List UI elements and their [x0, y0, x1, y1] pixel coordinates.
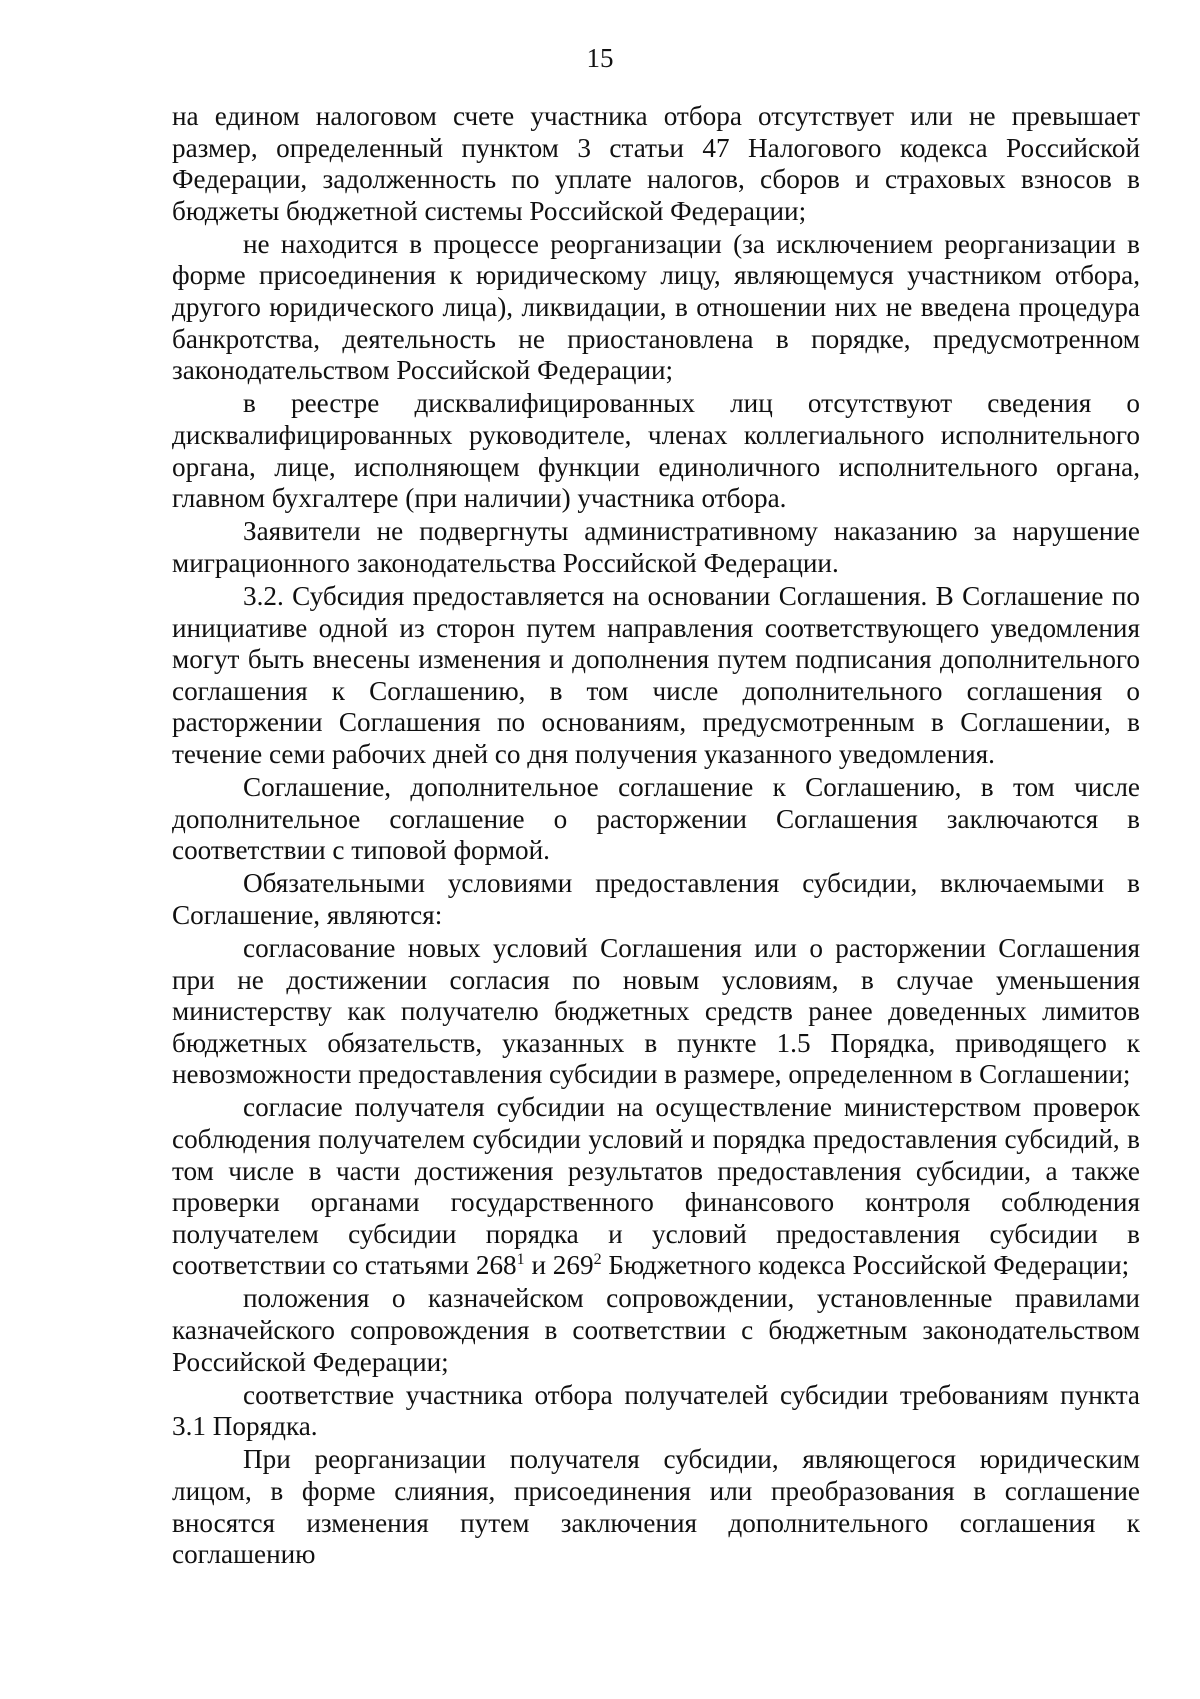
paragraph-reorganization-recipient: При реорганизации получателя субсидии, являющегося юридическим лицом, в форме слияния, присоединения или преобразования в соглашение вносятся изменения путем заключения дополнительного соглашения к соглашению	[172, 1444, 1140, 1570]
paragraph-migration-law: Заявители не подвергнуты административному наказанию за нарушение миграционного законодательства Российской Федерации.	[172, 516, 1140, 578]
paragraph-reorganization-status: не находится в процессе реорганизации (за исключением реорганизации в форме присоединения к юридическому лицу, являющемуся участником отбора, другого юридического лица), ликвидации, в отношении них не введена процедура банкротства, деятельность не приостановлена в порядке, предусмотренном законодательством Российской Федерации;	[172, 228, 1140, 386]
paragraph-audit-consent	[172, 1092, 1140, 1282]
paragraph-section-3-2: 3.2. Субсидия предоставляется на основании Соглашения. В Соглашение по инициативе одной из сторон путем направления соответствующего уведомления могут быть внесены изменения и дополнения путем подписания дополнительного соглашения к Соглашению, в том числе дополнительного соглашения о расторжении Соглашения по основаниям, предусмотренным в Соглашении, в течение семи рабочих дней со дня получения указанного уведомления.	[172, 580, 1140, 769]
document-body	[172, 101, 1140, 1572]
superscript-1: 1	[516, 1251, 525, 1269]
paragraph-new-conditions: согласование новых условий Соглашения или о расторжении Соглашения при не достижении согласия по новым условиям, в случае уменьшения министерству как получателю бюджетных средств ранее доведенных лимитов бюджетных обязательств, указанных в пункте 1.5 Порядка, приводящего к невозможности предоставления субсидии в размере, определенном в Соглашении;	[172, 932, 1140, 1090]
superscript-2: 2	[593, 1251, 602, 1269]
paragraph-treasury-support: положения о казначейском сопровождении, установленные правилами казначейского сопровождения в соответствии с бюджетным законодательством Российской Федерации;	[172, 1283, 1140, 1377]
paragraph-audit-text-before: согласие получателя субсидии на осуществление министерством проверок соблюдения получателем субсидии условий и порядка предоставления субсидий, в том числе в части достижения результатов предоставления субсидии, а также проверки органами государственного финансового контроля соблюдения получателем субсидии порядка и условий предоставления субсидии в соответствии со статьями 268	[172, 1092, 1140, 1281]
paragraph-requirements-compliance: соответствие участника отбора получателей субсидии требованиям пункта 3.1 Порядка.	[172, 1379, 1140, 1442]
paragraph-tax-debt: на едином налоговом счете участника отбора отсутствует или не превышает размер, определенный пунктом 3 статьи 47 Налогового кодекса Российской Федерации, задолженность по уплате налогов, сборов и страховых взносов в бюджеты бюджетной системы Российской Федерации;	[172, 101, 1140, 226]
paragraph-audit-text-after: Бюджетного кодекса Российской Федерации;	[601, 1250, 1130, 1281]
paragraph-mandatory-conditions: Обязательными условиями предоставления субсидии, включаемыми в Соглашение, являются:	[172, 868, 1140, 930]
paragraph-disqualified-registry: в реестре дисквалифицированных лиц отсутствуют сведения о дисквалифицированных руководителе, членах коллегиального исполнительного органа, лице, исполняющем функции единоличного исполнительного органа, главном бухгалтере (при наличии) участника отбора.	[172, 388, 1140, 514]
paragraph-agreement-form: Соглашение, дополнительное соглашение к Соглашению, в том числе дополнительное соглашение о расторжении Соглашения заключаются в соответствии с типовой формой.	[172, 771, 1140, 866]
paragraph-audit-text-middle: и 269	[524, 1250, 594, 1281]
page-number: 15	[586, 43, 614, 73]
